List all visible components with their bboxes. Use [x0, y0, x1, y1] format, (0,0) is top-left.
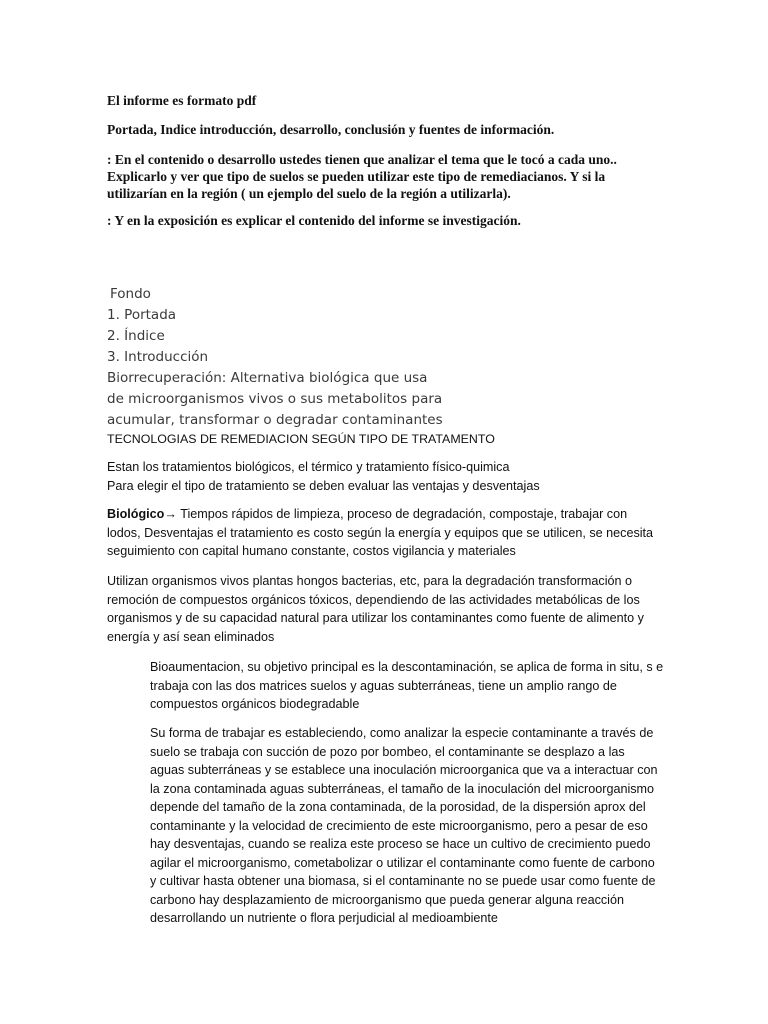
outline-item-introduccion: 3. Introducción — [107, 349, 209, 365]
intro-exposition-line: : Y en la exposición es explicar el contenido del informe se investigación. — [107, 213, 521, 228]
intro-format-line: El informe es formato pdf — [107, 93, 257, 108]
forma-trabajo-paragraph: Su forma de trabajar es estableciendo, como analizar la especie contaminante a través de suelo se trabaja con succión de pozo por bombeo, el contaminante se desplazo a las aguas subterráneas y se establece una inoculación microorganica que va a interactuar con la zona contaminada aguas subterráneas, el tamaño de la inoculación del microorganismo depende del tamaño de la zona contaminada, de la porosidad, de la dispersión aprox del contaminante y la velocidad de crecimiento de este microorganismo, pero a pesar de eso hay desventajas, cuando se realiza este proceso se hace un cultivo de crecimiento puedo agilar el microorganismo, cometabolizar o utilizar el contaminante como fuente de carbono y cultivar hasta obtener una biomasa, si el contaminante no se puede usar como fuente de carbono hay desplazamiento de microorganismo que pueda generar alguna reacción desarrollando un nutriente o flora perjudicial al medioambiente — [150, 726, 658, 925]
biologico-label: Biológico — [107, 507, 165, 521]
outline-title: Fondo — [110, 286, 151, 302]
biologico-text: Tiempos rápidos de limpieza, proceso de degradación, compostaje, trabajar con lodos, Desventajas el tratamiento es costo según la energía y equipos que se utilicen, se necesita seguimiento con capital humano constante, costos vigilancia y materiales — [107, 507, 654, 558]
intro-content-paragraph: : En el contenido o desarrollo ustedes tienen que analizar el tema que le tocó a cada uno.. Explicarlo y ver que tipo de suelos se pueden utilizar este tipo de remediacianos. Y si la utilizarían en la región ( un ejemplo del suelo de la región a utilizarla). — [107, 152, 617, 201]
outline-item-indice: 2. Índice — [107, 328, 165, 344]
treatments-line: Para elegir el tipo de tratamiento se deben evaluar las ventajas y desventajas — [107, 478, 540, 493]
definition-line: de microorganismos vivos o sus metabolitos para — [107, 391, 443, 407]
definition-line: acumular, transformar o degradar contaminantes — [107, 412, 443, 428]
organismos-paragraph: Utilizan organismos vivos plantas hongos bacterias, etc, para la degradación transformación o remoción de compuestos orgánicos tóxicos, dependiendo de las actividades metabólicas de los organismos y de su capacidad natural para utilizar los contaminantes como fuente de alimento y energía y así sean eliminados — [107, 574, 644, 644]
treatments-line: Estan los tratamientos biológicos, el térmico y tratamiento físico-quimica — [107, 460, 510, 474]
section-heading: TECNOLOGIAS DE REMEDIACION SEGÚN TIPO DE TRATAMENTO — [107, 432, 495, 446]
definition-line: Biorrecuperación: Alternativa biológica que usa — [107, 370, 428, 386]
outline-item-portada: 1. Portada — [107, 307, 177, 323]
arrow-icon: → — [164, 507, 177, 521]
treatments-paragraph — [107, 458, 667, 495]
biologico-paragraph — [107, 505, 663, 561]
bioaumentacion-paragraph: Bioaumentacion, su objetivo principal es la descontaminación, se aplica de forma in situ, s e trabaja con las dos matrices suelos y aguas subterráneas, tiene un amplio rango de compuestos orgánicos biodegradable — [150, 660, 664, 711]
outline-block — [107, 284, 667, 431]
intro-sections-line: Portada, Indice introducción, desarrollo, conclusión y fuentes de información. — [107, 122, 555, 137]
